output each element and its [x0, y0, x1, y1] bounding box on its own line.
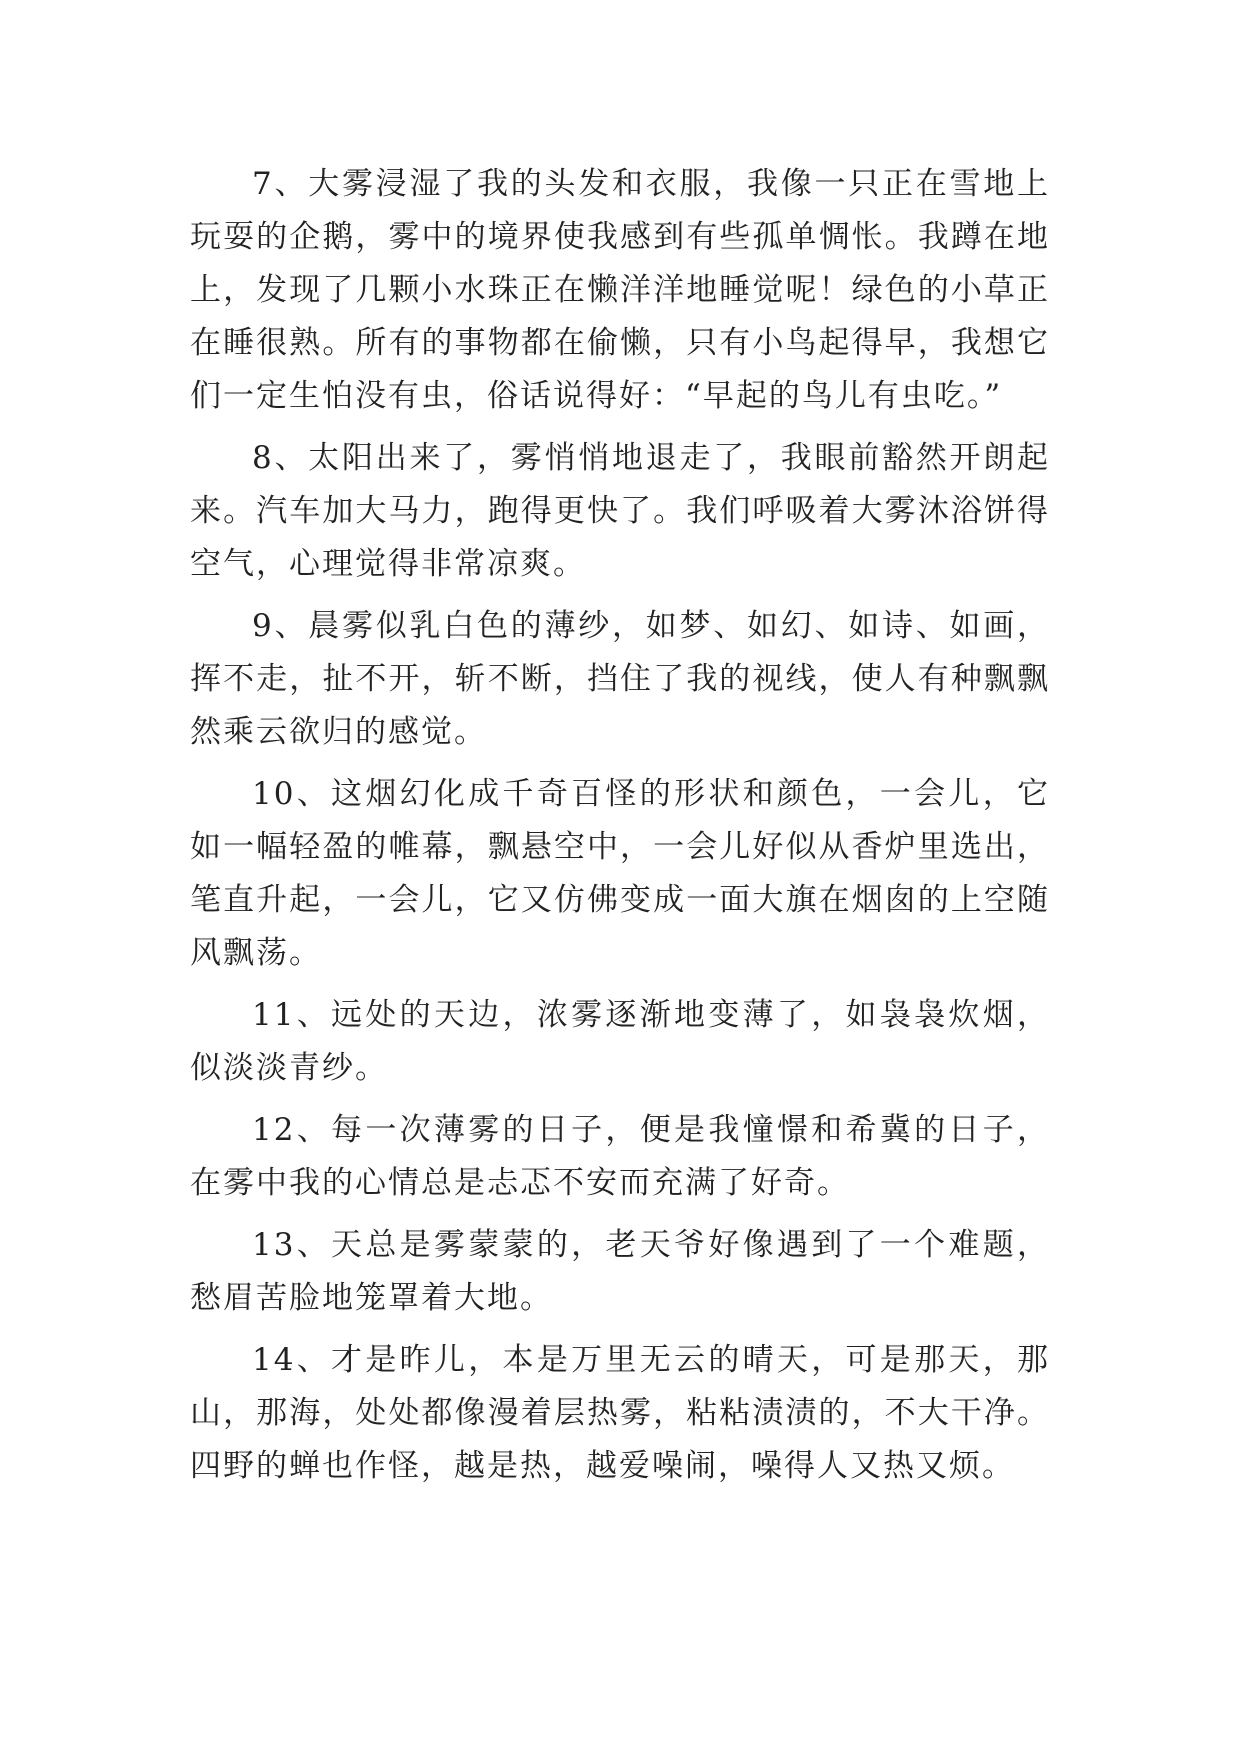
- paragraph-14: 14、才是昨儿，本是万里无云的晴天，可是那天，那山，那海，处处都像漫着层热雾，粘粘渍渍的，不大干净。四野的蝉也作怪，越是热，越爱噪闹，噪得人又热又烦。: [190, 1342, 1050, 1484]
- paragraph-13: 13、天总是雾蒙蒙的，老天爷好像遇到了一个难题，愁眉苦脸地笼罩着大地。: [190, 1227, 1050, 1316]
- paragraph-12: 12、每一次薄雾的日子，便是我憧憬和希冀的日子，在雾中我的心情总是忐忑不安而充满了好奇。: [190, 1112, 1050, 1201]
- document-body: [190, 158, 1050, 1502]
- paragraph-8: 8、太阳出来了，雾悄悄地退走了，我眼前豁然开朗起来。汽车加大马力，跑得更快了。我们呼吸着大雾沐浴饼得空气，心理觉得非常凉爽。: [190, 440, 1050, 582]
- paragraph-11: 11、远处的天边，浓雾逐渐地变薄了，如袅袅炊烟，似淡淡青纱。: [190, 997, 1050, 1086]
- paragraph-10: 10、这烟幻化成千奇百怪的形状和颜色，一会儿，它如一幅轻盈的帷幕，飘悬空中，一会儿好似从香炉里选出，笔直升起，一会儿，它又仿佛变成一面大旗在烟囱的上空随风飘荡。: [190, 776, 1050, 971]
- paragraph-9: 9、晨雾似乳白色的薄纱，如梦、如幻、如诗、如画，挥不走，扯不开，斩不断，挡住了我的视线，使人有种飘飘然乘云欲归的感觉。: [190, 608, 1050, 750]
- paragraph-7: 7、大雾浸湿了我的头发和衣服，我像一只正在雪地上玩耍的企鹅，雾中的境界使我感到有些孤单惆怅。我蹲在地上，发现了几颗小水珠正在懒洋洋地睡觉呢！绿色的小草正在睡很熟。所有的事物都在偷懒，只有小鸟起得早，我想它们一定生怕没有虫，俗话说得好：“早起的鸟儿有虫吃。”: [190, 166, 1050, 414]
